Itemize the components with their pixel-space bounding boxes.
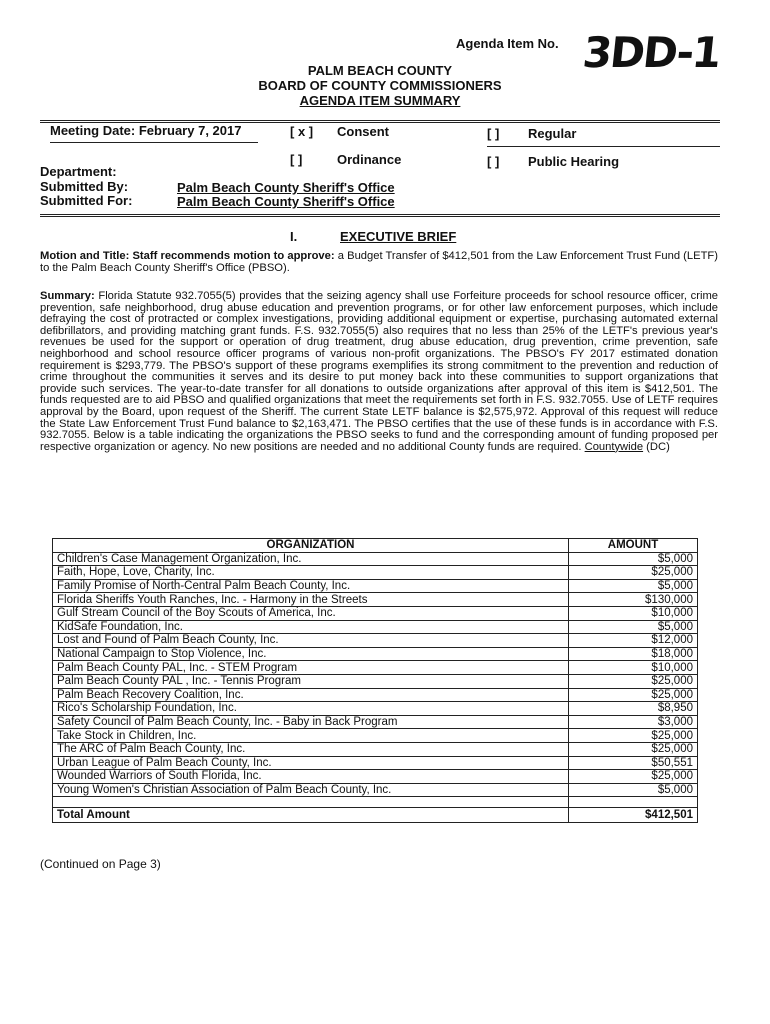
amount-cell: $25,000 xyxy=(569,688,698,702)
organization-cell: Wounded Warriors of South Florida, Inc. xyxy=(53,770,569,784)
table-row xyxy=(53,674,698,688)
table-row xyxy=(53,688,698,702)
section-heading xyxy=(290,229,456,244)
amount-cell: $5,000 xyxy=(569,783,698,797)
table-row xyxy=(53,715,698,729)
meeting-date-underline xyxy=(50,142,258,143)
organization-cell: National Campaign to Stop Violence, Inc. xyxy=(53,647,569,661)
table-row xyxy=(53,634,698,648)
spacer-cell xyxy=(53,797,569,808)
motion-text: a Budget Transfer of $412,501 from the Law Enforcement Trust Fund (LETF) to the Palm Beach County Sheriff's Office (PBSO). xyxy=(40,250,718,274)
countywide-label: Countywide xyxy=(584,440,644,453)
table-header-row xyxy=(53,539,698,553)
table-row xyxy=(53,620,698,634)
table-row xyxy=(53,593,698,607)
organization-cell: Rico's Scholarship Foundation, Inc. xyxy=(53,702,569,716)
organization-cell: Take Stock in Children, Inc. xyxy=(53,729,569,743)
organization-cell: Palm Beach County PAL , Inc. - Tennis Program xyxy=(53,674,569,688)
amount-cell: $3,000 xyxy=(569,715,698,729)
amount-column-header: AMOUNT xyxy=(569,539,698,553)
ordinance-checkbox: [ ] xyxy=(290,152,303,167)
total-label: Total Amount xyxy=(53,808,569,823)
table-row xyxy=(53,566,698,580)
submitted-by-label: Submitted By: xyxy=(40,179,129,194)
organization-cell: Family Promise of North-Central Palm Beach County, Inc. xyxy=(53,579,569,593)
table-row xyxy=(53,606,698,620)
amount-cell: $130,000 xyxy=(569,593,698,607)
table-row xyxy=(53,661,698,675)
organization-cell: Urban League of Palm Beach County, Inc. xyxy=(53,756,569,770)
table-row xyxy=(53,742,698,756)
table-row xyxy=(53,702,698,716)
district-code: (DC) xyxy=(643,440,670,453)
county-name: PALM BEACH COUNTY xyxy=(307,63,453,78)
regular-label: Regular xyxy=(528,126,577,141)
organization-cell: KidSafe Foundation, Inc. xyxy=(53,620,569,634)
ordinance-label: Ordinance xyxy=(337,152,402,167)
regular-checkbox: [ ] xyxy=(487,126,500,141)
public-hearing-checkbox: [ ] xyxy=(487,154,500,169)
table-spacer-row xyxy=(53,797,698,808)
board-name: BOARD OF COUNTY COMMISSIONERS xyxy=(258,78,502,93)
organization-cell: Florida Sheriffs Youth Ranches, Inc. - Harmony in the Streets xyxy=(53,593,569,607)
submitted-for-label: Submitted For: xyxy=(40,193,133,208)
amount-cell: $25,000 xyxy=(569,729,698,743)
consent-label: Consent xyxy=(337,124,389,139)
amount-cell: $25,000 xyxy=(569,770,698,784)
summary-paragraph xyxy=(40,291,718,453)
amount-cell: $5,000 xyxy=(569,620,698,634)
motion-paragraph xyxy=(40,251,718,274)
table-row xyxy=(53,647,698,661)
table-row xyxy=(53,729,698,743)
organization-cell: Lost and Found of Palm Beach County, Inc. xyxy=(53,634,569,648)
organization-cell: Palm Beach Recovery Coalition, Inc. xyxy=(53,688,569,702)
public-hearing-label: Public Hearing xyxy=(528,154,620,169)
total-amount: $412,501 xyxy=(569,808,698,823)
spacer-cell xyxy=(569,797,698,808)
middle-divider xyxy=(40,214,720,217)
amount-cell: $5,000 xyxy=(569,579,698,593)
section-number: I. xyxy=(290,229,298,244)
organization-cell: Children's Case Management Organization, Inc. xyxy=(53,552,569,566)
organization-cell: Safety Council of Palm Beach County, Inc. - Baby in Back Program xyxy=(53,715,569,729)
amount-cell: $50,551 xyxy=(569,756,698,770)
table-row xyxy=(53,579,698,593)
organization-cell: Palm Beach County PAL, Inc. - STEM Program xyxy=(53,661,569,675)
table-total-row xyxy=(53,808,698,823)
amount-cell: $5,000 xyxy=(569,552,698,566)
amount-cell: $25,000 xyxy=(569,674,698,688)
summary-label: Summary: xyxy=(40,290,95,302)
meeting-date: Meeting Date: February 7, 2017 xyxy=(50,123,242,138)
submitted-by-value: Palm Beach County Sheriff's Office xyxy=(177,180,395,195)
amount-cell: $10,000 xyxy=(569,606,698,620)
organization-column-header: ORGANIZATION xyxy=(53,539,569,553)
agenda-item-label: Agenda Item No. xyxy=(456,36,559,51)
amount-cell: $18,000 xyxy=(569,647,698,661)
continued-note: (Continued on Page 3) xyxy=(40,857,161,871)
organization-cell: Faith, Hope, Love, Charity, Inc. xyxy=(53,566,569,580)
table-row xyxy=(53,756,698,770)
organization-cell: Gulf Stream Council of the Boy Scouts of America, Inc. xyxy=(53,606,569,620)
regular-underline xyxy=(487,146,720,147)
motion-label: Motion and Title: Staff recommends motion to approve: xyxy=(40,250,335,262)
section-title: EXECUTIVE BRIEF xyxy=(340,229,457,244)
consent-checkbox: [ x ] xyxy=(290,124,314,139)
summary-title: AGENDA ITEM SUMMARY xyxy=(299,93,461,108)
amount-cell: $12,000 xyxy=(569,634,698,648)
amount-cell: $10,000 xyxy=(569,661,698,675)
organization-cell: Young Women's Christian Association of Palm Beach County, Inc. xyxy=(53,783,569,797)
summary-text: Florida Statute 932.7055(5) provides that the seizing agency shall use Forfeiture proceeds for school resource officer, crime prevention, safe neighborhood, drug abuse education and prevention programs, or for other law enforcement purposes, which include defraying the cost of protracted or complex investigations, providing additional equipment or expertise, purchasing automated external defibrillators, and providing matching grant funds. F.S. 932.7055(5) also requires that no less than 25% of the LETF's previous year's revenues be used for the support or operation of drug treatment, drug abuse education, drug prevention, crime prevention, safe neighborhood and school resource officer programs of various non-profit organizations. The PBSO's FY 2017 estimated donation requirement is $293,779. The PBSO's support of these programs exemplifies its strong commitment to the prevention and reduction of crime throughout the communities it serves and its desire to put money back into these communities to support organizations that provide such services. The year-to-date transfer for all donations to outside organizations after approval of this item is $412,501. The funds requested are to aid PBSO and qualified organizations that meet the requirements set forth in F.S. 932.7055. Use of LETF requires approval by the Board, upon request of the Sheriff. The current State LETF balance is $2,575,972. Approval of this request will reduce the State Law Enforcement Trust Fund balance to $2,163,471. The PBSO certifies that the use of these funds is in accordance with F.S. 932.7055. Below is a table indicating the organizations the PBSO seeks to fund and the corresponding amount of funding proposed per respective organization or agency. No new positions are needed and no additional County funds are required. xyxy=(40,290,718,453)
handwritten-agenda-number: 3DD-1 xyxy=(580,28,722,77)
table-row xyxy=(53,783,698,797)
table-row xyxy=(53,770,698,784)
organization-cell: The ARC of Palm Beach County, Inc. xyxy=(53,742,569,756)
table-row xyxy=(53,552,698,566)
submitted-for-value: Palm Beach County Sheriff's Office xyxy=(177,194,395,209)
amount-cell: $8,950 xyxy=(569,702,698,716)
department-label: Department: xyxy=(40,164,117,179)
amount-cell: $25,000 xyxy=(569,742,698,756)
document-header xyxy=(180,63,580,108)
amount-cell: $25,000 xyxy=(569,566,698,580)
organization-funding-table xyxy=(52,538,698,823)
